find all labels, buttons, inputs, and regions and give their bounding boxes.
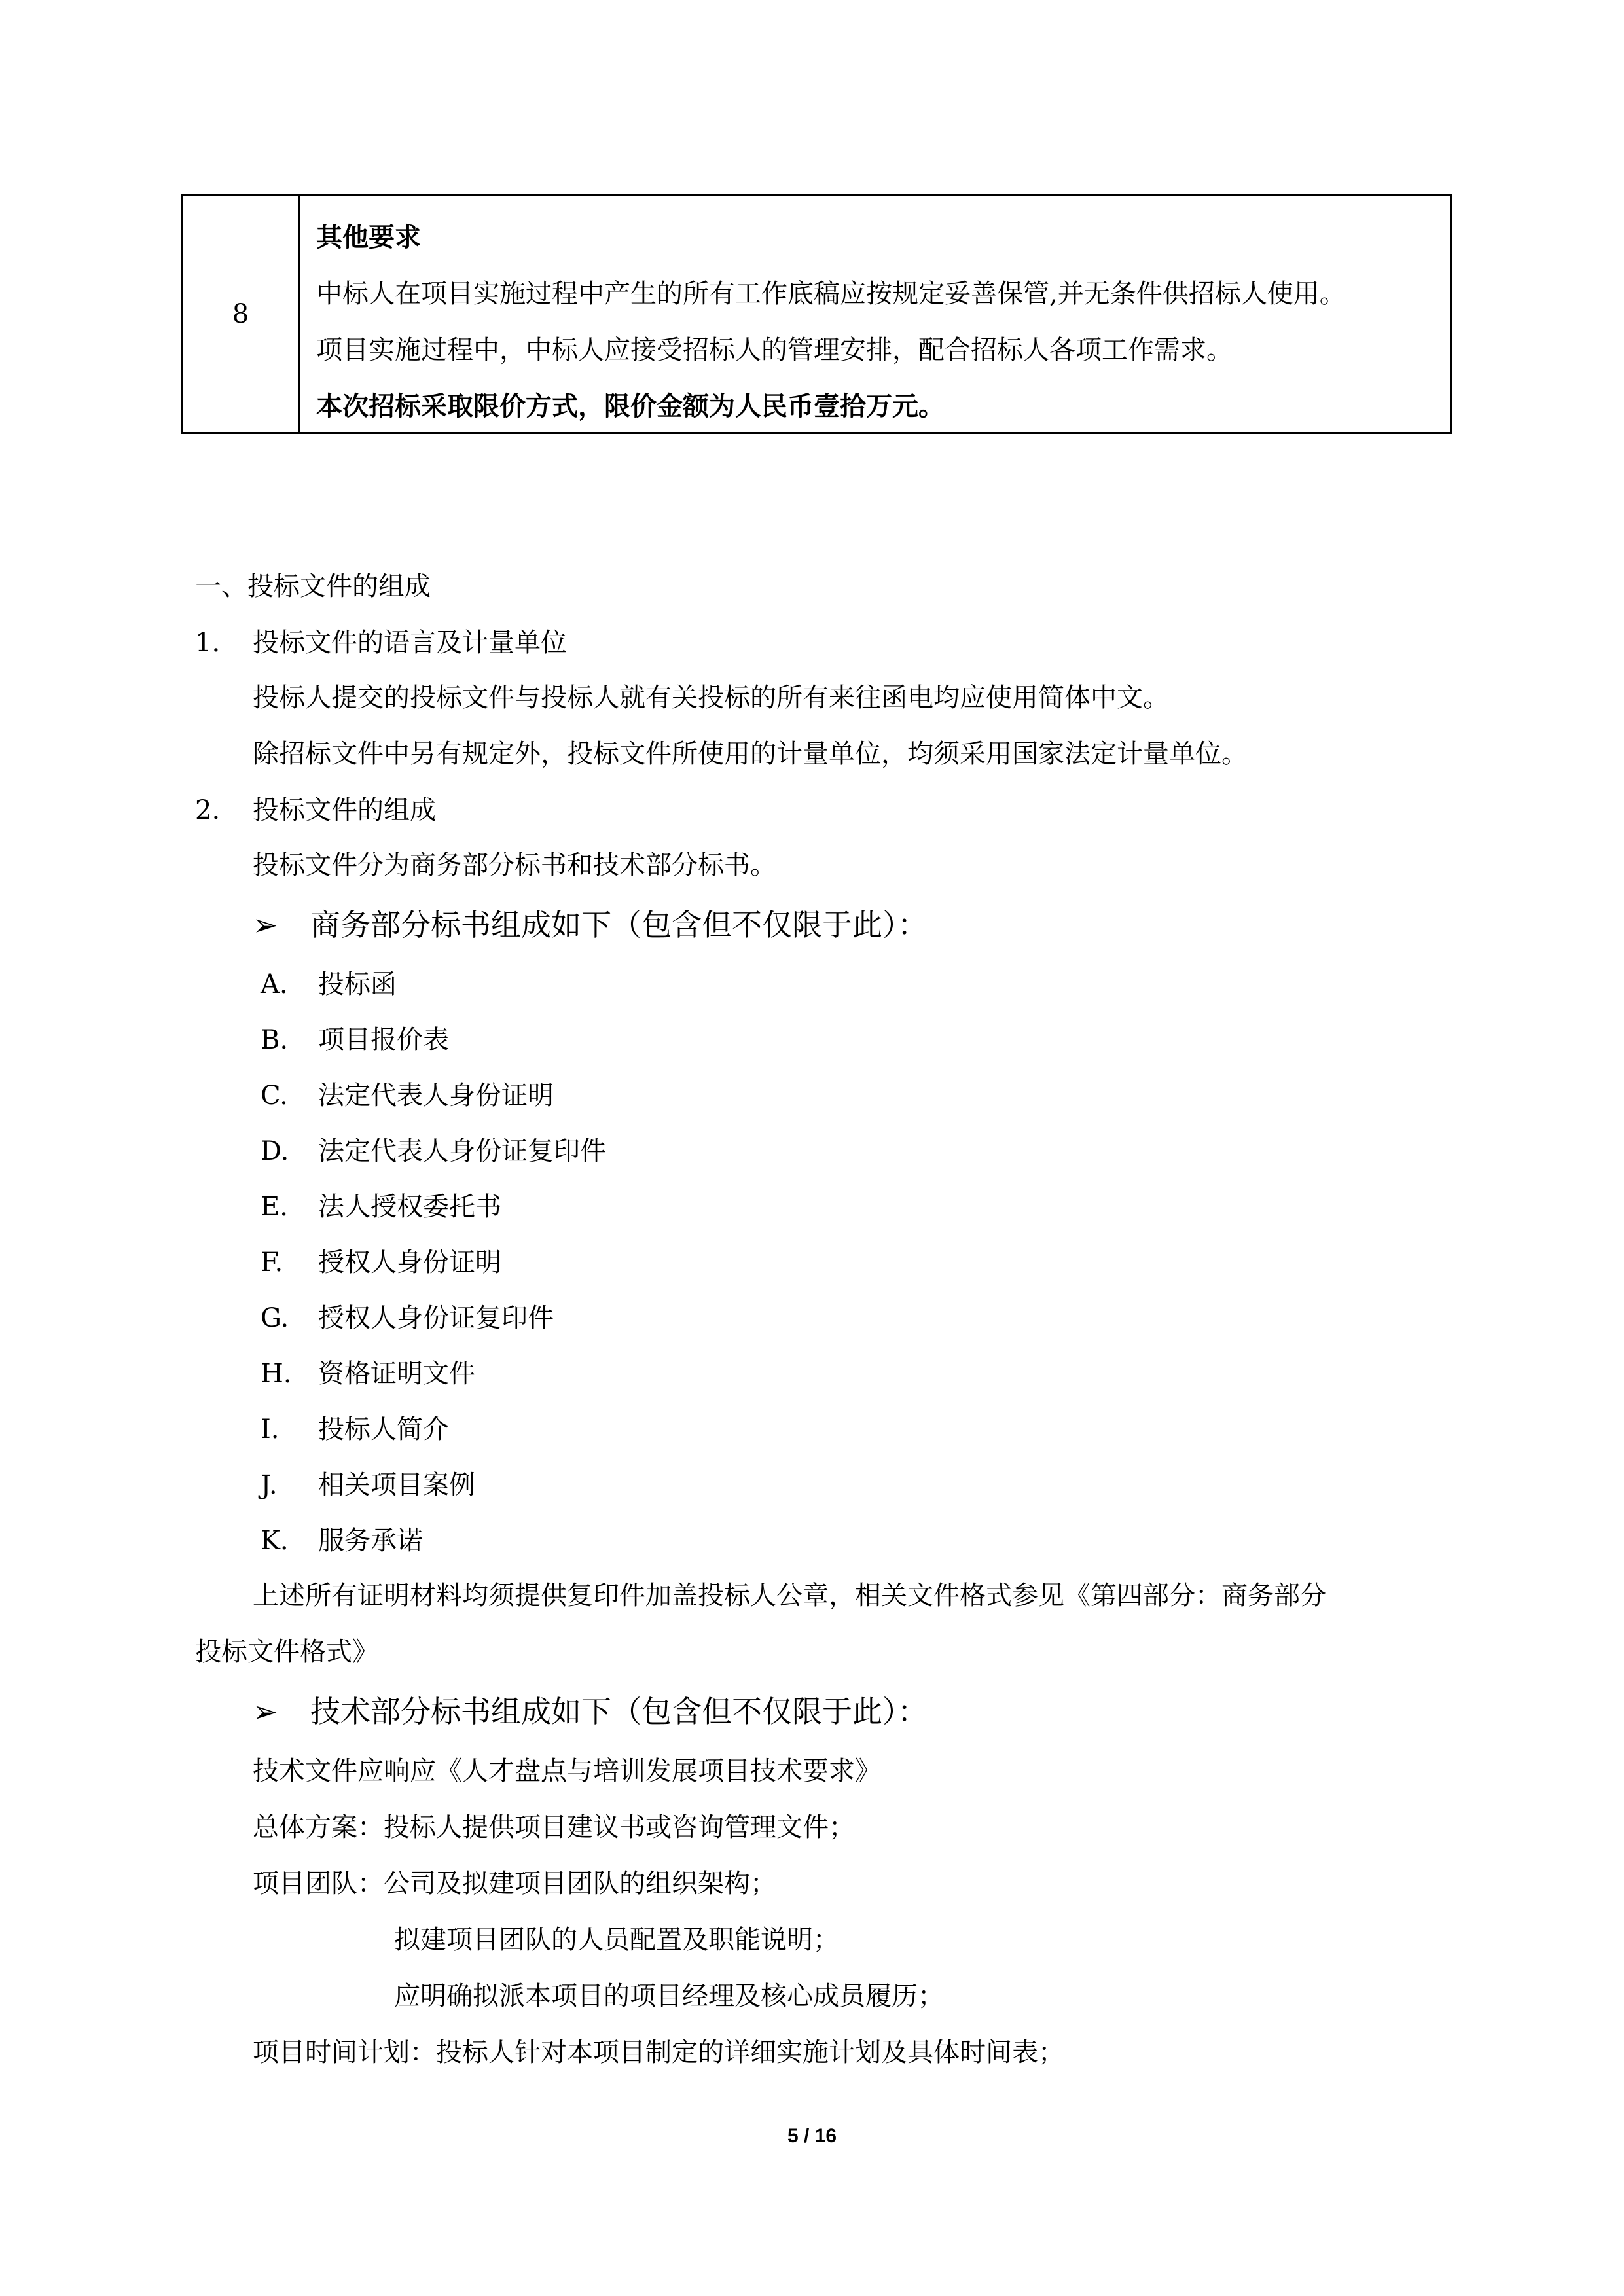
arrow-bullet-icon: ➢ <box>253 1694 278 1729</box>
paragraph: 投标人提交的投标文件与投标人就有关投标的所有来往函电均应使用简体中文。 <box>253 683 1169 713</box>
list-item-letter: K. <box>261 1526 289 1556</box>
list-item: 资格证明文件 <box>318 1359 475 1389</box>
list-item-letter: E. <box>261 1192 288 1222</box>
business-heading: 商务部分标书组成如下（包含但不仅限于此）： <box>310 907 928 942</box>
paragraph: 除招标文件中另有规定外，投标文件所使用的计量单位，均须采用国家法定计量单位。 <box>253 739 1248 769</box>
list-item: 法定代表人身份证复印件 <box>318 1136 606 1166</box>
list-item-letter: B. <box>261 1025 289 1055</box>
paragraph: 总体方案：投标人提供项目建议书或咨询管理文件； <box>253 1812 855 1842</box>
table-row-number: 8 <box>183 196 300 432</box>
list-item: 项目报价表 <box>318 1025 449 1055</box>
paragraph: 项目时间计划：投标人针对本项目制定的详细实施计划及具体时间表； <box>253 2037 1064 2068</box>
table-row-bold-line: 本次招标采取限价方式，限价金额为人民币壹拾万元。 <box>316 391 945 422</box>
list-item-letter: D. <box>261 1136 289 1166</box>
table-row-line: 中标人在项目实施过程中产生的所有工作底稿应按规定妥善保管,并无条件供招标人使用。 <box>316 279 1346 309</box>
list-item-letter: A. <box>261 969 288 999</box>
item-title: 投标文件的组成 <box>253 795 436 825</box>
paragraph: 投标文件格式》 <box>195 1637 378 1667</box>
list-item: 投标函 <box>318 969 397 999</box>
paragraph: 投标文件分为商务部分标书和技术部分标书。 <box>253 850 776 880</box>
list-item: 服务承诺 <box>318 1526 423 1556</box>
table-row-line: 项目实施过程中，中标人应接受招标人的管理安排，配合招标人各项工作需求。 <box>316 335 1233 365</box>
page-number: 5 / 16 <box>787 2125 837 2147</box>
list-item: 授权人身份证复印件 <box>318 1303 554 1333</box>
list-item-letter: H. <box>261 1359 292 1389</box>
list-item: 法人授权委托书 <box>318 1192 501 1222</box>
paragraph: 上述所有证明材料均须提供复印件加盖投标人公章，相关文件格式参见《第四部分：商务部分 <box>253 1581 1326 1611</box>
paragraph: 技术文件应响应《人才盘点与培训发展项目技术要求》 <box>253 1756 881 1786</box>
item-number: 2. <box>195 795 221 825</box>
list-item: 授权人身份证明 <box>318 1247 501 1278</box>
paragraph: 拟建项目团队的人员配置及职能说明； <box>394 1925 839 1955</box>
item-title: 投标文件的语言及计量单位 <box>253 628 567 658</box>
list-item-letter: F. <box>261 1247 283 1278</box>
arrow-bullet-icon: ➢ <box>253 907 278 942</box>
table-row-content <box>300 196 1450 432</box>
section-title: 一、投标文件的组成 <box>195 571 431 601</box>
list-item: 相关项目案例 <box>318 1470 475 1500</box>
tech-heading: 技术部分标书组成如下（包含但不仅限于此）： <box>310 1694 928 1729</box>
requirements-table <box>181 194 1452 434</box>
list-item: 投标人简介 <box>318 1414 449 1444</box>
list-item-letter: C. <box>261 1081 288 1111</box>
table-row-heading: 其他要求 <box>316 222 421 253</box>
list-item-letter: I. <box>261 1414 280 1444</box>
paragraph: 项目团队：公司及拟建项目团队的组织架构； <box>253 1869 776 1899</box>
list-item-letter: J. <box>261 1470 278 1500</box>
item-number: 1. <box>195 628 221 658</box>
list-item-letter: G. <box>261 1303 289 1333</box>
list-item: 法定代表人身份证明 <box>318 1081 554 1111</box>
paragraph: 应明确拟派本项目的项目经理及核心成员履历； <box>394 1981 944 2011</box>
